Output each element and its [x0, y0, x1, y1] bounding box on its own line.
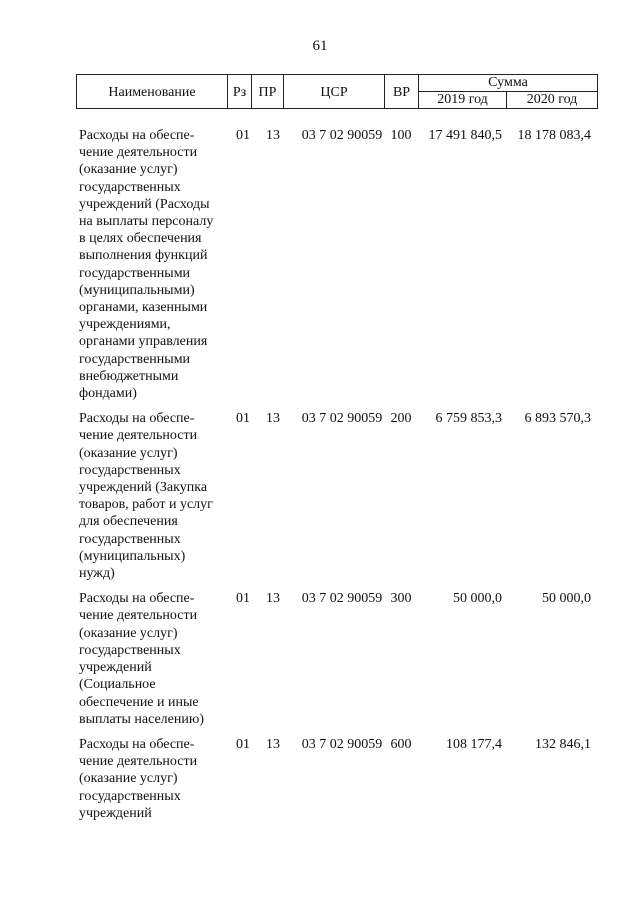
row-name-line: (оказание услуг): [79, 771, 178, 787]
row-csr: 03 7 02 90059: [301, 591, 383, 607]
row-name-line: внебюджетными: [79, 368, 179, 384]
row-name-line: государственными: [79, 265, 191, 281]
row-sum-2020: 50 000,0: [542, 591, 591, 607]
row-sum-2020: 6 893 570,3: [524, 411, 591, 427]
row-vr: 100: [390, 128, 412, 143]
row-name-line: органами, казенными: [79, 300, 208, 316]
header-rz: Рз: [228, 75, 252, 109]
header-sum: Сумма: [419, 75, 598, 92]
table-row: [76, 590, 597, 728]
row-name-line: государственных: [79, 642, 181, 658]
row-name-line: товаров, работ и услуг: [79, 497, 213, 513]
row-name-line: на выплаты персоналу: [79, 214, 214, 230]
row-name-line: выплаты населению): [79, 711, 204, 727]
row-name-line: (оказание услуг): [79, 162, 178, 178]
row-name-line: чение деятельности: [79, 608, 198, 624]
row-name-line: учреждениями,: [79, 317, 171, 333]
row-rz: 01: [236, 591, 250, 607]
header-vr: ВР: [385, 75, 419, 109]
table-row: [76, 736, 597, 822]
row-name-line: государственных: [79, 462, 181, 478]
row-pr: 13: [266, 591, 280, 607]
table-header: [76, 74, 598, 109]
row-name-line: учреждений (Расходы: [79, 196, 210, 212]
row-name-line: государственных: [79, 179, 181, 195]
row-name-line: для обеспечения: [79, 514, 178, 530]
row-name: [79, 127, 229, 402]
row-name-line: чение деятельности: [79, 145, 198, 161]
row-csr: 03 7 02 90059: [301, 128, 383, 143]
row-name-line: государственных: [79, 788, 181, 804]
row-name-line: выполнения функций: [79, 248, 208, 264]
row-name: [79, 736, 229, 822]
table-row: [76, 410, 597, 582]
row-sum-2019: 50 000,0: [453, 591, 502, 607]
page-number: 61: [312, 38, 328, 54]
row-pr: 13: [266, 411, 280, 427]
table-row: [76, 127, 597, 402]
row-name-line: Расходы на обеспе-: [79, 128, 195, 143]
row-name-line: государственных: [79, 531, 181, 547]
header-year-2019: 2019 год: [419, 92, 507, 109]
row-vr: 300: [390, 591, 412, 607]
row-name-line: Расходы на обеспе-: [79, 411, 195, 427]
header-pr: ПР: [252, 75, 284, 109]
row-vr: 600: [390, 736, 412, 752]
header-year-2020: 2020 год: [507, 92, 598, 109]
header-name: Наименование: [77, 75, 228, 109]
row-name-line: (муниципальных): [79, 548, 186, 564]
row-rz: 01: [236, 736, 250, 752]
row-name-line: учреждений: [79, 805, 152, 821]
row-csr: 03 7 02 90059: [301, 736, 383, 752]
row-name-line: (оказание услуг): [79, 445, 178, 461]
row-rz: 01: [236, 128, 250, 143]
row-sum-2020: 132 846,1: [535, 736, 591, 752]
row-csr: 03 7 02 90059: [301, 411, 383, 427]
row-name-line: обеспечение и иные: [79, 694, 199, 710]
header-csr: ЦСР: [284, 75, 385, 109]
row-name-line: органами управления: [79, 334, 208, 350]
row-sum-2019: 6 759 853,3: [435, 411, 502, 427]
row-name-line: (оказание услуг): [79, 625, 178, 641]
row-name-line: государственными: [79, 351, 191, 367]
row-name-line: в целях обеспечения: [79, 231, 202, 247]
row-name-line: Расходы на обеспе-: [79, 736, 195, 752]
row-sum-2019: 108 177,4: [446, 736, 502, 752]
row-name-line: Расходы на обеспе-: [79, 591, 195, 607]
row-name-line: (муниципальными): [79, 282, 195, 298]
row-name-line: нужд): [79, 566, 115, 582]
row-name-line: чение деятельности: [79, 754, 198, 770]
row-name-line: (Социальное: [79, 677, 156, 693]
row-rz: 01: [236, 411, 250, 427]
row-name-line: фондами): [79, 386, 137, 402]
row-name-line: учреждений (Закупка: [79, 480, 208, 496]
row-sum-2020: 18 178 083,4: [517, 128, 591, 143]
row-pr: 13: [266, 736, 280, 752]
row-vr: 200: [390, 411, 412, 427]
row-sum-2019: 17 491 840,5: [428, 128, 502, 143]
row-name: [79, 590, 229, 728]
row-name: [79, 410, 229, 582]
row-name-line: чение деятельности: [79, 428, 198, 444]
row-pr: 13: [266, 128, 280, 143]
table-body: [76, 127, 597, 822]
row-name-line: учреждений: [79, 660, 152, 676]
